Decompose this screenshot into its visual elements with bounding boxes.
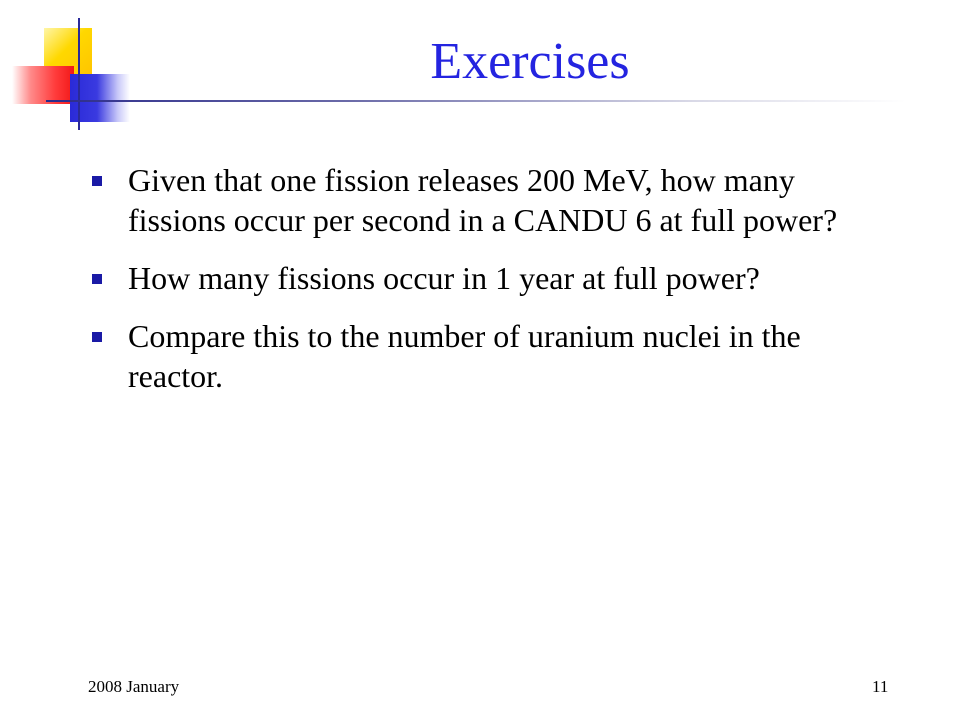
bullet-item bbox=[92, 258, 852, 298]
vertical-line-divider bbox=[78, 18, 80, 130]
red-square-icon bbox=[12, 66, 74, 104]
bullet-list bbox=[92, 160, 852, 414]
square-bullet-icon bbox=[92, 176, 102, 186]
bullet-item bbox=[92, 316, 852, 396]
colored-squares-logo-icon bbox=[0, 0, 150, 140]
bullet-text: Compare this to the number of uranium nuclei in the reactor. bbox=[128, 318, 801, 394]
bullet-item bbox=[92, 160, 852, 240]
footer-page-number: 11 bbox=[872, 677, 889, 696]
title-underline-divider bbox=[46, 100, 906, 102]
slide-title: Exercises bbox=[430, 33, 630, 90]
footer-date: 2008 January bbox=[88, 677, 180, 696]
square-bullet-icon bbox=[92, 332, 102, 342]
bullet-text: Given that one fission releases 200 MeV, how many fissions occur per second in a CANDU 6 at full power? bbox=[128, 162, 838, 238]
square-bullet-icon bbox=[92, 274, 102, 284]
bullet-text: How many fissions occur in 1 year at full power? bbox=[128, 260, 760, 296]
